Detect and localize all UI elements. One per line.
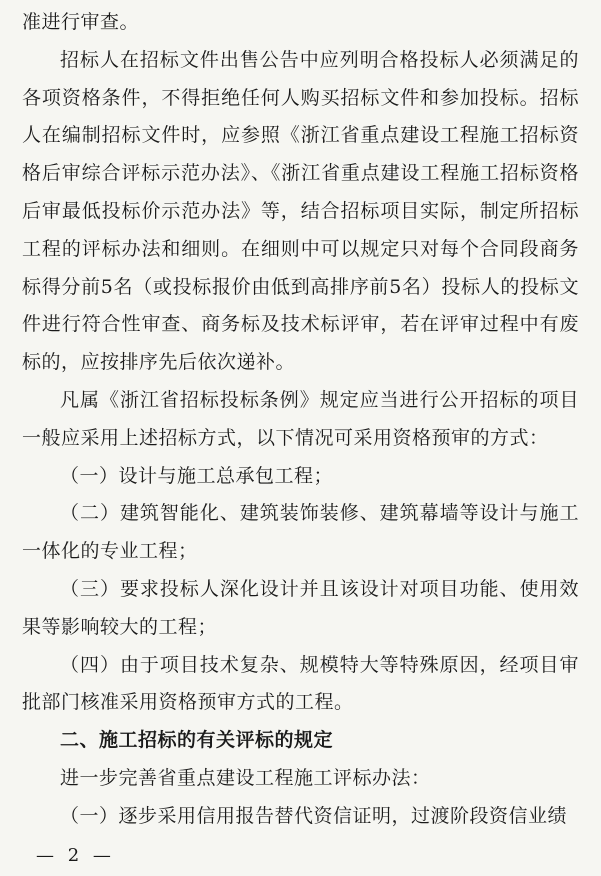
paragraph: 凡属《浙江省招标投标条例》规定应当进行公开招标的项目一般应采用上述招标方式，以下情况可采用资格预审的方式： <box>22 388 579 449</box>
paragraph: （二）建筑智能化、建筑装饰装修、建筑幕墙等设计与施工一体化的专业工程； <box>22 502 579 563</box>
paragraph: 招标人在招标文件出售公告中应列明合格投标人必须满足的各项资格条件，不得拒绝任何人购买招标文件和参加投标。招标人在编制招标文件时，应参照《浙江省重点建设工程施工招标资格后审综合评标示范办法》、《浙江省重点建设工程施工招标资格后审最低投标价示范办法》等，结合招标项目实际，制定所招标工程的评标办法和细则。在细则中可以规定只对每个合同段商务标得分前5名（或投标报价由低到高排序前5名）投标人的投标文件进行符合性审查、商务标及技术标评审，若在评审过程中有废标的，应按排序先后依次递补。 <box>22 48 579 374</box>
body-text <box>22 4 579 836</box>
paragraph: 准进行审查。 <box>22 11 140 33</box>
paragraph: （四）由于项目技术复杂、规模特大等特殊原因，经项目审批部门核准采用资格预审方式的工程。 <box>22 653 579 714</box>
paragraph: （一）设计与施工总承包工程； <box>60 464 334 487</box>
section-heading: 二、施工招标的有关评标的规定 <box>60 729 334 752</box>
paragraph: （三）要求投标人深化设计并且该设计对项目功能、使用效果等影响较大的工程； <box>22 577 579 638</box>
paragraph: 进一步完善省重点建设工程施工评标办法： <box>60 766 431 789</box>
paragraph: （一）逐步采用信用报告替代资信证明，过渡阶段资信业绩 <box>60 804 568 827</box>
page-number: — 2 — <box>36 845 115 866</box>
